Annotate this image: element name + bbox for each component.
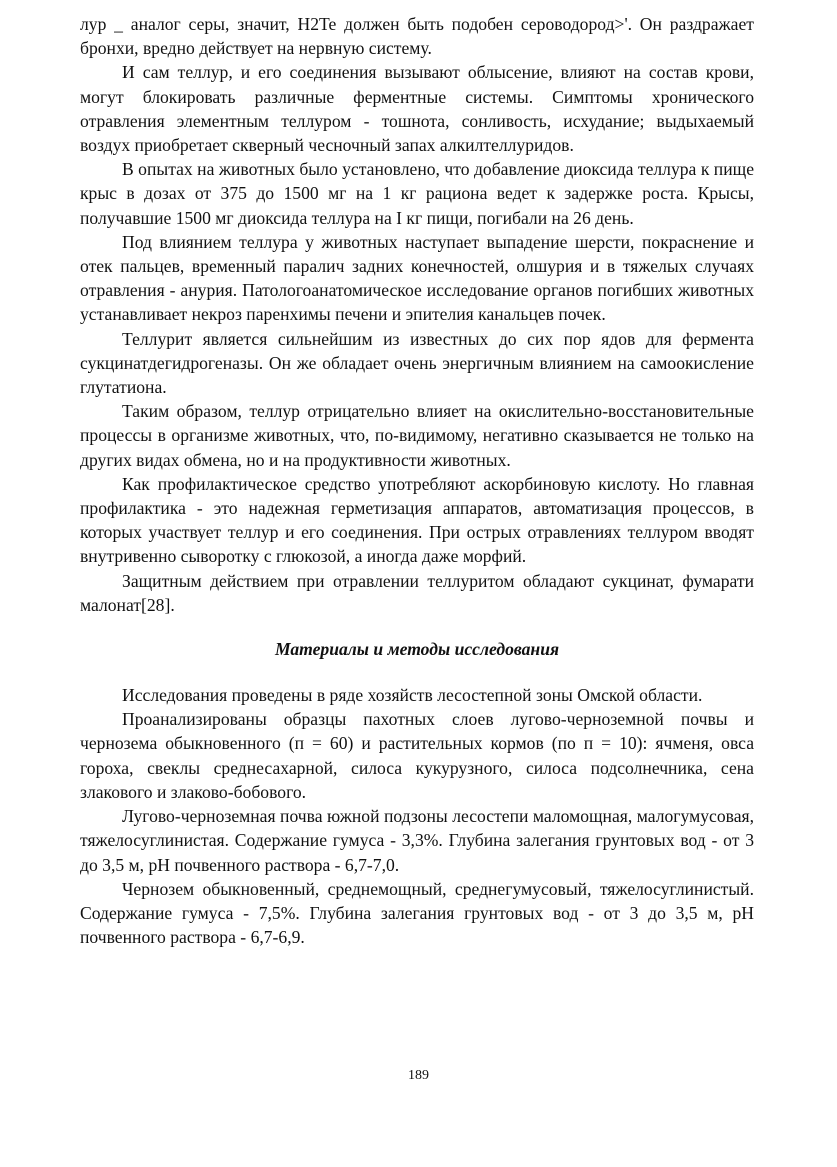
body-paragraph-5: Теллурит является сильнейшим из известных до сих пор ядов для фермента сукцинатдегидрогеназы. Он же обладает очень энергичным влиянием на самоокисление глутатиона. [80, 328, 754, 398]
body-paragraph-2: И сам теллур, и его соединения вызывают облысение, влияют на состав крови, могут блокировать различные ферментные системы. Симптомы хронического отравления элементным теллуром - тошнота, сонливость, исхудание; выдыхаемый воздух приобретает скверный чесночный запах алкилтеллуридов. [80, 62, 754, 156]
body-paragraph-1: лур _ аналог серы, значит, H2Te должен быть подобен сероводород>'. Он раздражает бронхи, вредно действует на нервную систему. [80, 14, 754, 59]
body-paragraph-4: Под влиянием теллура у животных наступает выпадение шерсти, покраснение и отек пальцев, временный паралич задних конечностей, олшурия и в тяжелых случаях отравления - анурия. Патологоанатомическое исследование органов погибших животных устанавливает некроз паренхимы печени и эпителия канальцев почек. [80, 231, 754, 325]
methods-paragraph-1: Исследования проведены в ряде хозяйств лесостепной зоны Омской области. [122, 685, 703, 706]
body-paragraph-6: Таким образом, теллур отрицательно влияет на окислительно-восстановительные процессы в организме животных, что, по-видимому, негативно сказывается не только на других видах обмена, но и на продуктивности животных. [80, 401, 754, 470]
methods-paragraph-3: Лугово-черноземная почва южной подзоны лесостепи маломощная, малогумусовая, тяжелосуглинистая. Содержание гумуса - 3,3%. Глубина залегания грунтовых вод - от 3 до 3,5 м, рН почвенного раствора - 6,7-7,0. [80, 806, 754, 875]
body-paragraph-7: Как профилактическое средство употребляют аскорбиновую кислоту. Но главная профилактика - это надежная герметизация аппаратов, автоматизация процессов, в которых участвует теллур и его соединения. При острых отравлениях теллуром вводят внутривенно сыворотку с глюкозой, а иногда даже морфий. [80, 473, 754, 567]
methods-paragraph-2: Проанализированы образцы пахотных слоев лугово-черноземной почвы и чернозема обыкновенного (п = 60) и растительных кормов (по п = 10): ячменя, овса гороха, свеклы среднесахарной, силоса кукурузного, силоса подсолнечника, сена злакового и злаково-бобового. [80, 709, 754, 802]
methods-paragraph-4: Чернозем обыкновенный, среднемощный, среднегумусовый, тяжелосуглинистый. Содержание гумуса - 7,5%. Глубина залегания грунтовых вод - от 3 до 3,5 м, рН почвенного раствора - 6,7-6,9. [80, 878, 754, 948]
document-page [80, 12, 754, 949]
section-heading: Материалы и методы исследования [274, 639, 560, 660]
page-number: 189 [408, 1068, 429, 1083]
body-paragraph-3: В опытах на животных было установлено, что добавление диоксида теллура к пище крыс в дозах от 375 до 1500 мг на 1 кг рациона ведет к задержке роста. Крысы, получавшие 1500 мг диоксида теллура на I кг пищи, погибали на 26 день. [80, 159, 754, 228]
body-paragraph-8: Защитным действием при отравлении теллуритом обладают сукцинат, фумарати малонат[28]. [80, 570, 754, 615]
